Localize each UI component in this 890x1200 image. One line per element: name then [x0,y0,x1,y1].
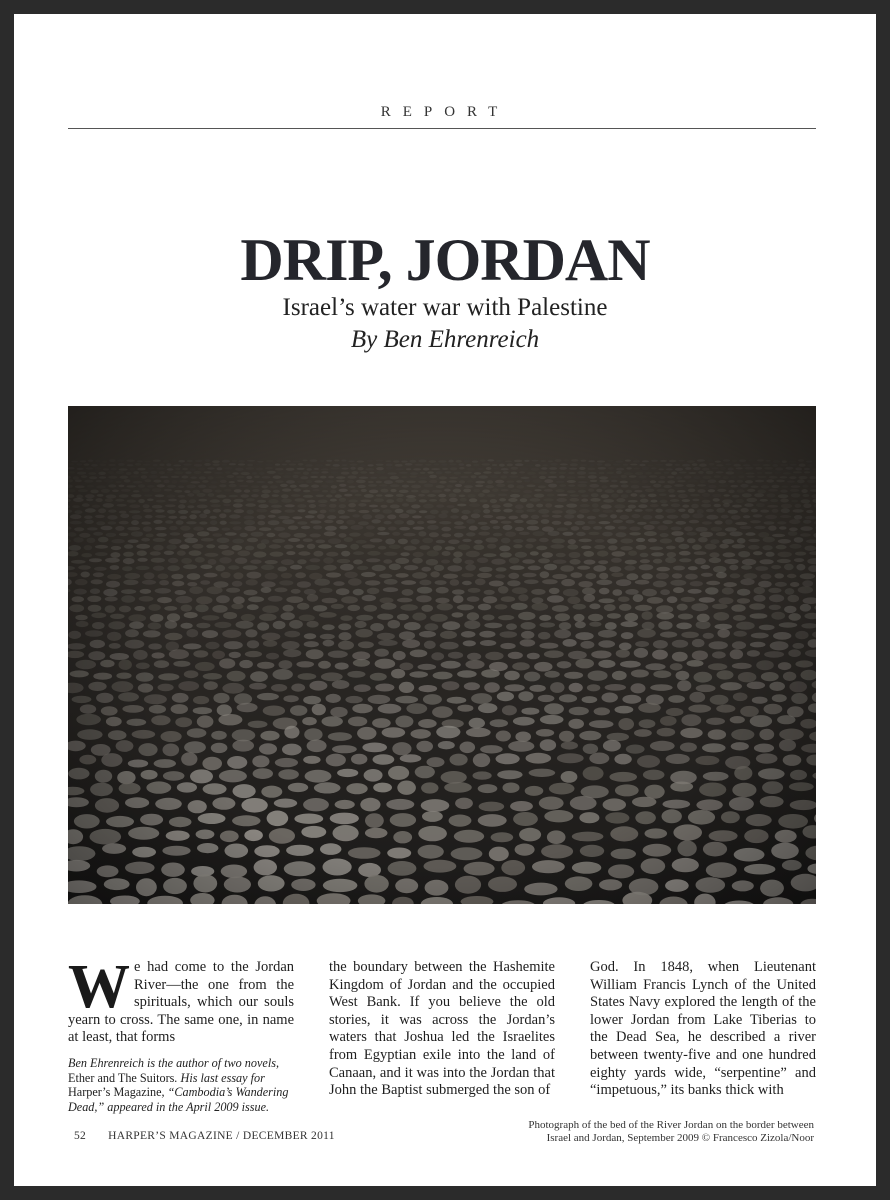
bio-text: , “Cambodia’s Wandering Dead,” appeared in the April 2009 issue. [68,1085,289,1114]
header-rule [68,128,816,129]
section-label: REPORT [380,104,510,120]
deck-subtitle: Israel’s water war with Palestine [282,294,608,321]
caption-line-2: Israel and Jordan, September 2009 © Francesco Zizola/Noor [546,1132,814,1144]
caption-line-1: Photograph of the bed of the River Jordan on the border between [528,1119,814,1131]
drop-cap: W [68,953,130,1021]
body-text-col1: e had come to the Jordan River—the one from the spirituals, which our souls yearn to cross. The same one, in name at least, that forms [68,959,294,1046]
headline: DRIP, JORDAN [240,227,650,293]
bio-text: . His last essay for [174,1070,265,1085]
bio-text: Ben Ehrenreich is the author of two novels, [68,1055,279,1070]
page-number: 52 [74,1130,87,1142]
page-footer [74,1130,357,1142]
bio-magazine-name: Harper’s Magazine [68,1085,162,1100]
cracked-earth-illustration [68,406,816,904]
photo-vignette [68,406,816,904]
photo-caption [494,1119,814,1145]
magazine-page [14,14,876,1186]
body-column-1 [68,953,294,1114]
bio-text: and [94,1070,118,1085]
author-bio [68,1056,294,1114]
bio-novel-title: Ether [68,1070,95,1085]
publication-line: HARPER’S MAGAZINE / DECEMBER 2011 [108,1130,335,1142]
bio-novel-title: The Suitors [117,1070,175,1085]
riverbed-photo [68,406,816,904]
byline: By Ben Ehrenreich [350,326,540,353]
body-column-2 [329,959,555,1100]
body-text-col3: God. In 1848, when Lieutenant William Francis Lynch of the United States Navy explored the length of the lower Jordan from Lake Tiberias to the Dead Sea, he described a river between twenty-five and one hundred eighty yards wide, “serpentine” and “impetuous,” its banks thick with [590,959,816,1099]
body-text-col2: the boundary between the Hashemite Kingdom of Jordan and the occupied West Bank. If you believe the old stories, it was across the Jordan’s waters that Joshua led the Israelites from Egyptian exile into the land of Canaan, and it was into the Jordan that John the Baptist submerged the son of [329,959,555,1099]
body-column-3 [590,959,816,1100]
